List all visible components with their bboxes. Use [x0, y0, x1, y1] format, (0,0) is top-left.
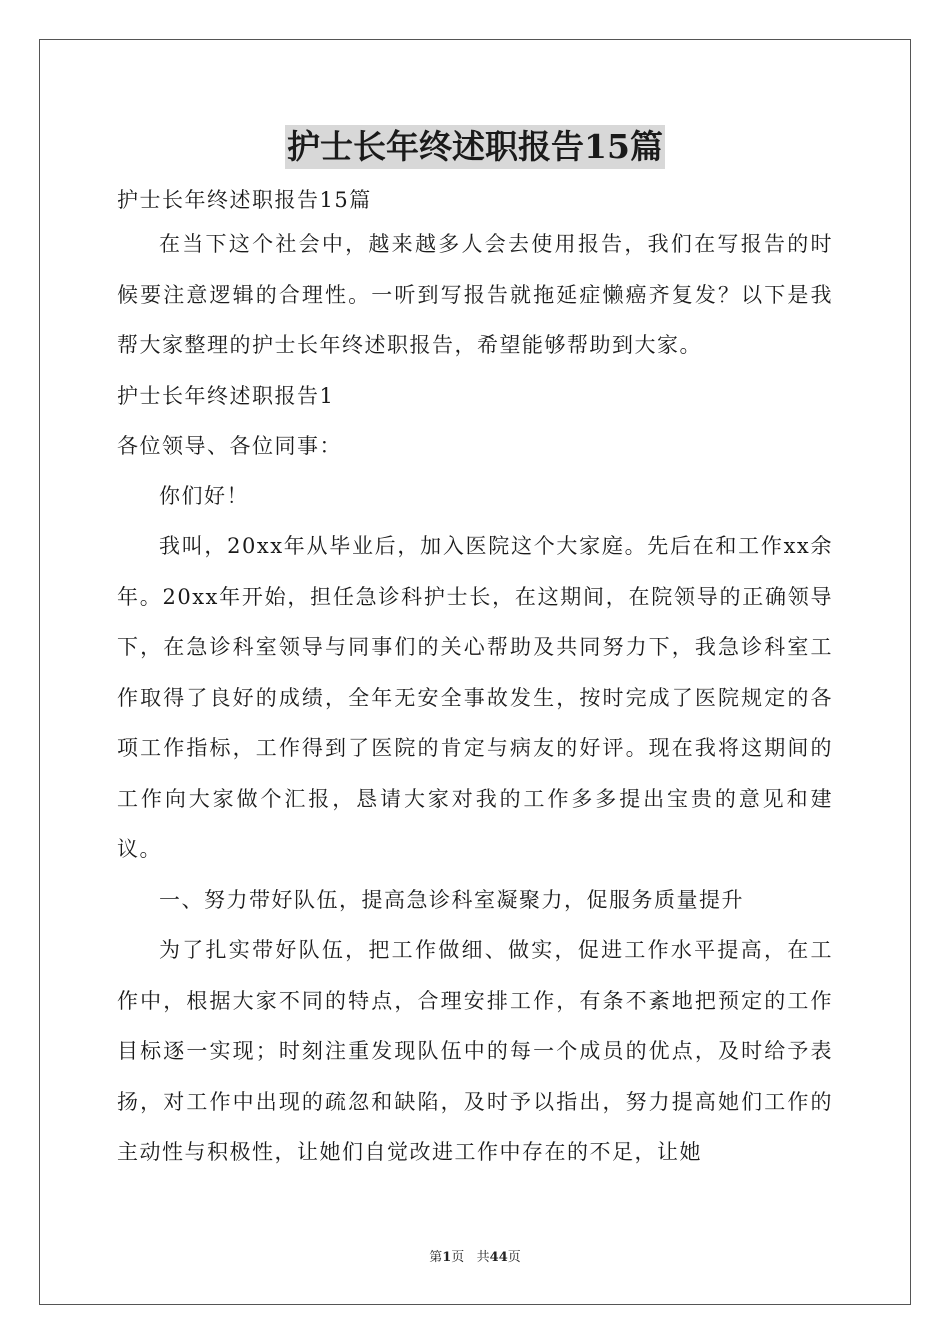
footer-page-mid: 页 共: [451, 1250, 490, 1265]
greeting: 你们好！: [159, 483, 249, 508]
footer-page-total: 44: [489, 1250, 508, 1265]
intro-paragraph: 在当下这个社会中，越来越多人会去使用报告，我们在写报告的时候要注意逻辑的合理性。一听到写报告就拖延症懒癌齐复发？以下是我帮大家整理的护士长年终述职报告，希望能够帮助到大家。: [117, 232, 833, 357]
section-heading: 护士长年终述职报告1: [117, 383, 335, 408]
footer-page-current: 1: [442, 1250, 452, 1265]
body-paragraph-2: 为了扎实带好队伍，把工作做细、做实，促进工作水平提高，在工作中，根据大家不同的特点，合理安排工作，有条不紊地把预定的工作目标逐一实现；时刻注重发现队伍中的每一个成员的优点，及时给予表扬，对工作中出现的疏忽和缺陷，及时予以指出，努力提高她们工作的主动性与积极性，让她们自觉改进工作中存在的不足，让她: [117, 938, 833, 1164]
document-body: [117, 183, 833, 1178]
document-title: 护士长年终述职报告15篇: [285, 125, 665, 169]
body-paragraph-1: 我叫，20xx年从毕业后，加入医院这个大家庭。先后在和工作xx余年。20xx年开始，担任急诊科护士长，在这期间，在院领导的正确领导下，在急诊科室领导与同事们的关心帮助及共同努力下，我急诊科室工作取得了良好的成绩，全年无安全事故发生，按时完成了医院规定的各项工作指标，工作得到了医院的肯定与病友的好评。现在我将这期间的工作向大家做个汇报，恳请大家对我的工作多多提出宝贵的意见和建议。: [117, 534, 833, 861]
document-subtitle: 护士长年终述职报告15篇: [117, 188, 372, 212]
point-heading-1: 一、努力带好队伍，提高急诊科室凝聚力，促服务质量提升: [159, 887, 744, 912]
footer-page-suffix: 页: [507, 1250, 521, 1265]
footer-page-prefix: 第: [429, 1250, 443, 1265]
page-footer: [0, 1246, 950, 1265]
title-container: [0, 125, 950, 169]
salutation: 各位领导、各位同事：: [117, 433, 342, 458]
